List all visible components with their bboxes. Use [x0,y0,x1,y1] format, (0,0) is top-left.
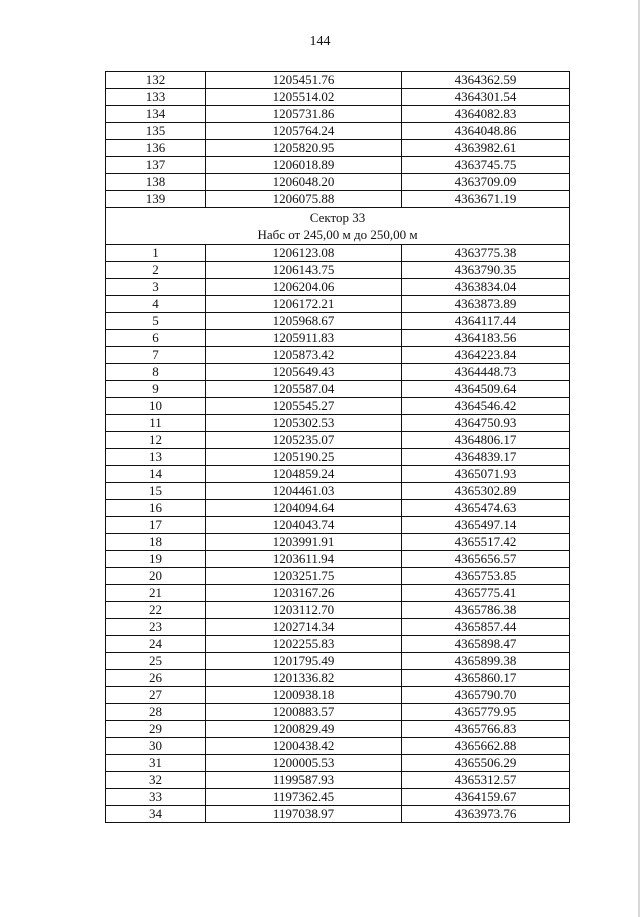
point-number-cell: 138 [106,174,206,191]
table-row [106,296,570,313]
y-coordinate-cell: 4363834.04 [402,279,570,296]
table-row [106,789,570,806]
y-coordinate-cell: 4365656.57 [402,551,570,568]
point-number-cell: 18 [106,534,206,551]
y-coordinate-cell: 4363745.75 [402,157,570,174]
y-coordinate-cell: 4364546.42 [402,398,570,415]
x-coordinate-cell: 1197038.97 [206,806,402,823]
table-row [106,89,570,106]
y-coordinate-cell: 4365506.29 [402,755,570,772]
table-row [106,313,570,330]
point-number-cell: 31 [106,755,206,772]
y-coordinate-cell: 4364509.64 [402,381,570,398]
table-row [106,398,570,415]
x-coordinate-cell: 1205731.86 [206,106,402,123]
y-coordinate-cell: 4365312.57 [402,772,570,789]
point-number-cell: 6 [106,330,206,347]
point-number-cell: 15 [106,483,206,500]
x-coordinate-cell: 1201336.82 [206,670,402,687]
y-coordinate-cell: 4363671.19 [402,191,570,208]
coordinates-table [105,71,570,823]
point-number-cell: 33 [106,789,206,806]
x-coordinate-cell: 1203991.91 [206,534,402,551]
point-number-cell: 19 [106,551,206,568]
y-coordinate-cell: 4364159.67 [402,789,570,806]
table-row [106,140,570,157]
sector-header-row [106,208,570,245]
point-number-cell: 27 [106,687,206,704]
point-number-cell: 20 [106,568,206,585]
table-row [106,262,570,279]
x-coordinate-cell: 1204043.74 [206,517,402,534]
x-coordinate-cell: 1203167.26 [206,585,402,602]
x-coordinate-cell: 1201795.49 [206,653,402,670]
x-coordinate-cell: 1203611.94 [206,551,402,568]
table-row [106,619,570,636]
y-coordinate-cell: 4364362.59 [402,72,570,89]
point-number-cell: 34 [106,806,206,823]
y-coordinate-cell: 4365497.14 [402,517,570,534]
point-number-cell: 24 [106,636,206,653]
y-coordinate-cell: 4365898.47 [402,636,570,653]
y-coordinate-cell: 4363873.89 [402,296,570,313]
x-coordinate-cell: 1206204.06 [206,279,402,296]
y-coordinate-cell: 4365786.38 [402,602,570,619]
y-coordinate-cell: 4365790.70 [402,687,570,704]
y-coordinate-cell: 4364448.73 [402,364,570,381]
point-number-cell: 5 [106,313,206,330]
table-row [106,123,570,140]
x-coordinate-cell: 1205235.07 [206,432,402,449]
x-coordinate-cell: 1202714.34 [206,619,402,636]
table-row [106,364,570,381]
sector-header-cell [106,208,570,245]
table-row [106,500,570,517]
y-coordinate-cell: 4365302.89 [402,483,570,500]
y-coordinate-cell: 4363790.35 [402,262,570,279]
y-coordinate-cell: 4364048.86 [402,123,570,140]
x-coordinate-cell: 1206018.89 [206,157,402,174]
table-row [106,466,570,483]
table-row [106,636,570,653]
x-coordinate-cell: 1206143.75 [206,262,402,279]
sector-subtitle: Набс от 245,00 м до 250,00 м [257,227,418,242]
table-row [106,755,570,772]
point-number-cell: 14 [106,466,206,483]
point-number-cell: 21 [106,585,206,602]
y-coordinate-cell: 4365662.88 [402,738,570,755]
table-row [106,704,570,721]
y-coordinate-cell: 4364806.17 [402,432,570,449]
y-coordinate-cell: 4365779.95 [402,704,570,721]
point-number-cell: 132 [106,72,206,89]
rows-after-group [106,245,570,823]
point-number-cell: 29 [106,721,206,738]
x-coordinate-cell: 1205873.42 [206,347,402,364]
point-number-cell: 4 [106,296,206,313]
y-coordinate-cell: 4365474.63 [402,500,570,517]
point-number-cell: 22 [106,602,206,619]
point-number-cell: 139 [106,191,206,208]
table-row [106,330,570,347]
x-coordinate-cell: 1205514.02 [206,89,402,106]
table-row [106,72,570,89]
table-row [106,534,570,551]
point-number-cell: 2 [106,262,206,279]
x-coordinate-cell: 1205545.27 [206,398,402,415]
point-number-cell: 28 [106,704,206,721]
point-number-cell: 25 [106,653,206,670]
point-number-cell: 137 [106,157,206,174]
table-row [106,106,570,123]
x-coordinate-cell: 1197362.45 [206,789,402,806]
y-coordinate-cell: 4363982.61 [402,140,570,157]
y-coordinate-cell: 4364082.83 [402,106,570,123]
point-number-cell: 13 [106,449,206,466]
x-coordinate-cell: 1206048.20 [206,174,402,191]
table-row [106,279,570,296]
table-row [106,687,570,704]
x-coordinate-cell: 1205451.76 [206,72,402,89]
point-number-cell: 10 [106,398,206,415]
point-number-cell: 1 [106,245,206,262]
table-row [106,585,570,602]
x-coordinate-cell: 1205302.53 [206,415,402,432]
x-coordinate-cell: 1205764.24 [206,123,402,140]
table-row [106,806,570,823]
point-number-cell: 32 [106,772,206,789]
table-row [106,551,570,568]
x-coordinate-cell: 1204859.24 [206,466,402,483]
sector-header-group [106,208,570,245]
point-number-cell: 135 [106,123,206,140]
x-coordinate-cell: 1205587.04 [206,381,402,398]
y-coordinate-cell: 4365071.93 [402,466,570,483]
point-number-cell: 9 [106,381,206,398]
y-coordinate-cell: 4364839.17 [402,449,570,466]
point-number-cell: 16 [106,500,206,517]
y-coordinate-cell: 4363709.09 [402,174,570,191]
y-coordinate-cell: 4365899.38 [402,653,570,670]
table-row [106,568,570,585]
table-row [106,449,570,466]
point-number-cell: 17 [106,517,206,534]
table-row [106,415,570,432]
y-coordinate-cell: 4363775.38 [402,245,570,262]
point-number-cell: 30 [106,738,206,755]
table-row [106,174,570,191]
x-coordinate-cell: 1206123.08 [206,245,402,262]
table-row [106,347,570,364]
table-row [106,738,570,755]
y-coordinate-cell: 4363973.76 [402,806,570,823]
x-coordinate-cell: 1203112.70 [206,602,402,619]
point-number-cell: 8 [106,364,206,381]
x-coordinate-cell: 1204461.03 [206,483,402,500]
table-row [106,432,570,449]
y-coordinate-cell: 4364301.54 [402,89,570,106]
point-number-cell: 134 [106,106,206,123]
x-coordinate-cell: 1205190.25 [206,449,402,466]
table-row [106,191,570,208]
y-coordinate-cell: 4365857.44 [402,619,570,636]
table-row [106,670,570,687]
x-coordinate-cell: 1203251.75 [206,568,402,585]
table-row [106,772,570,789]
point-number-cell: 12 [106,432,206,449]
y-coordinate-cell: 4364183.56 [402,330,570,347]
y-coordinate-cell: 4365517.42 [402,534,570,551]
table-row [106,602,570,619]
table-row [106,721,570,738]
point-number-cell: 133 [106,89,206,106]
x-coordinate-cell: 1200829.49 [206,721,402,738]
x-coordinate-cell: 1205911.83 [206,330,402,347]
sector-title: Сектор 33 [309,210,366,225]
x-coordinate-cell: 1199587.93 [206,772,402,789]
point-number-cell: 136 [106,140,206,157]
y-coordinate-cell: 4364750.93 [402,415,570,432]
table-row [106,653,570,670]
table-row [106,245,570,262]
x-coordinate-cell: 1200938.18 [206,687,402,704]
y-coordinate-cell: 4365775.41 [402,585,570,602]
page-number: 144 [309,34,331,49]
point-number-cell: 7 [106,347,206,364]
x-coordinate-cell: 1200883.57 [206,704,402,721]
table-row [106,483,570,500]
point-number-cell: 11 [106,415,206,432]
x-coordinate-cell: 1205820.95 [206,140,402,157]
x-coordinate-cell: 1205968.67 [206,313,402,330]
point-number-cell: 23 [106,619,206,636]
rows-before-group [106,72,570,208]
x-coordinate-cell: 1202255.83 [206,636,402,653]
x-coordinate-cell: 1205649.43 [206,364,402,381]
x-coordinate-cell: 1200438.42 [206,738,402,755]
x-coordinate-cell: 1206075.88 [206,191,402,208]
table-row [106,517,570,534]
y-coordinate-cell: 4365753.85 [402,568,570,585]
point-number-cell: 3 [106,279,206,296]
point-number-cell: 26 [106,670,206,687]
x-coordinate-cell: 1206172.21 [206,296,402,313]
x-coordinate-cell: 1200005.53 [206,755,402,772]
y-coordinate-cell: 4365860.17 [402,670,570,687]
table-row [106,157,570,174]
y-coordinate-cell: 4365766.83 [402,721,570,738]
y-coordinate-cell: 4364223.84 [402,347,570,364]
table-row [106,381,570,398]
x-coordinate-cell: 1204094.64 [206,500,402,517]
y-coordinate-cell: 4364117.44 [402,313,570,330]
